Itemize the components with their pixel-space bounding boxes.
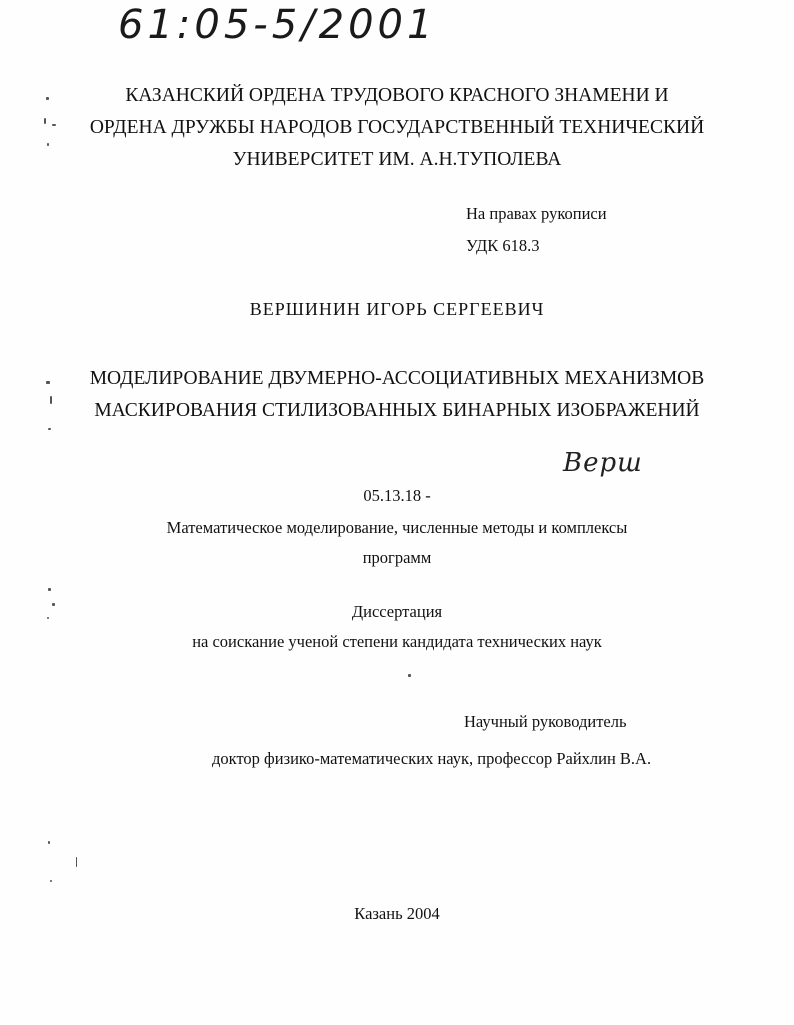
signature: Верш <box>563 448 643 478</box>
udc-code: УДК 618.3 <box>466 236 540 255</box>
supervisor-name: доктор физико-математических наук, профессор Райхлин В.А. <box>212 749 652 768</box>
manuscript-block <box>466 200 607 260</box>
author-name: ВЕРШИНИН ИГОРЬ СЕРГЕЕВИЧ <box>249 299 545 319</box>
dissertation-block <box>0 597 794 657</box>
university-name <box>0 80 794 176</box>
supervisor-label: Научный руководитель <box>464 712 627 731</box>
specialty-name-line-2: программ <box>362 548 432 567</box>
dissertation-label: Диссертация <box>351 602 443 621</box>
title-line-1: МОДЕЛИРОВАНИЕ ДВУМЕРНО-АССОЦИАТИВНЫХ МЕХАНИЗМОВ <box>89 368 705 389</box>
university-line-1: КАЗАНСКИЙ ОРДЕНА ТРУДОВОГО КРАСНОГО ЗНАМЕНИ И <box>125 85 669 106</box>
specialty-block <box>0 481 794 573</box>
archive-code: 61:05-5/2001 <box>118 2 437 48</box>
specialty-code: 05.13.18 - <box>363 486 431 505</box>
university-line-2: ОРДЕНА ДРУЖБЫ НАРОДОВ ГОСУДАРСТВЕННЫЙ ТЕХНИЧЕСКИЙ <box>89 117 705 138</box>
specialty-name-line-1: Математическое моделирование, численные методы и комплексы <box>166 518 628 537</box>
title-line-2: МАСКИРОВАНИЯ СТИЛИЗОВАННЫХ БИНАРНЫХ ИЗОБРАЖЕНИЙ <box>94 400 700 421</box>
dissertation-title <box>0 363 794 427</box>
degree-text: на соискание ученой степени кандидата технических наук <box>192 632 602 651</box>
manuscript-rights: На правах рукописи <box>466 204 607 223</box>
university-line-3: УНИВЕРСИТЕТ ИМ. А.Н.ТУПОЛЕВА <box>232 149 562 170</box>
city-year: Казань 2004 <box>354 904 440 923</box>
